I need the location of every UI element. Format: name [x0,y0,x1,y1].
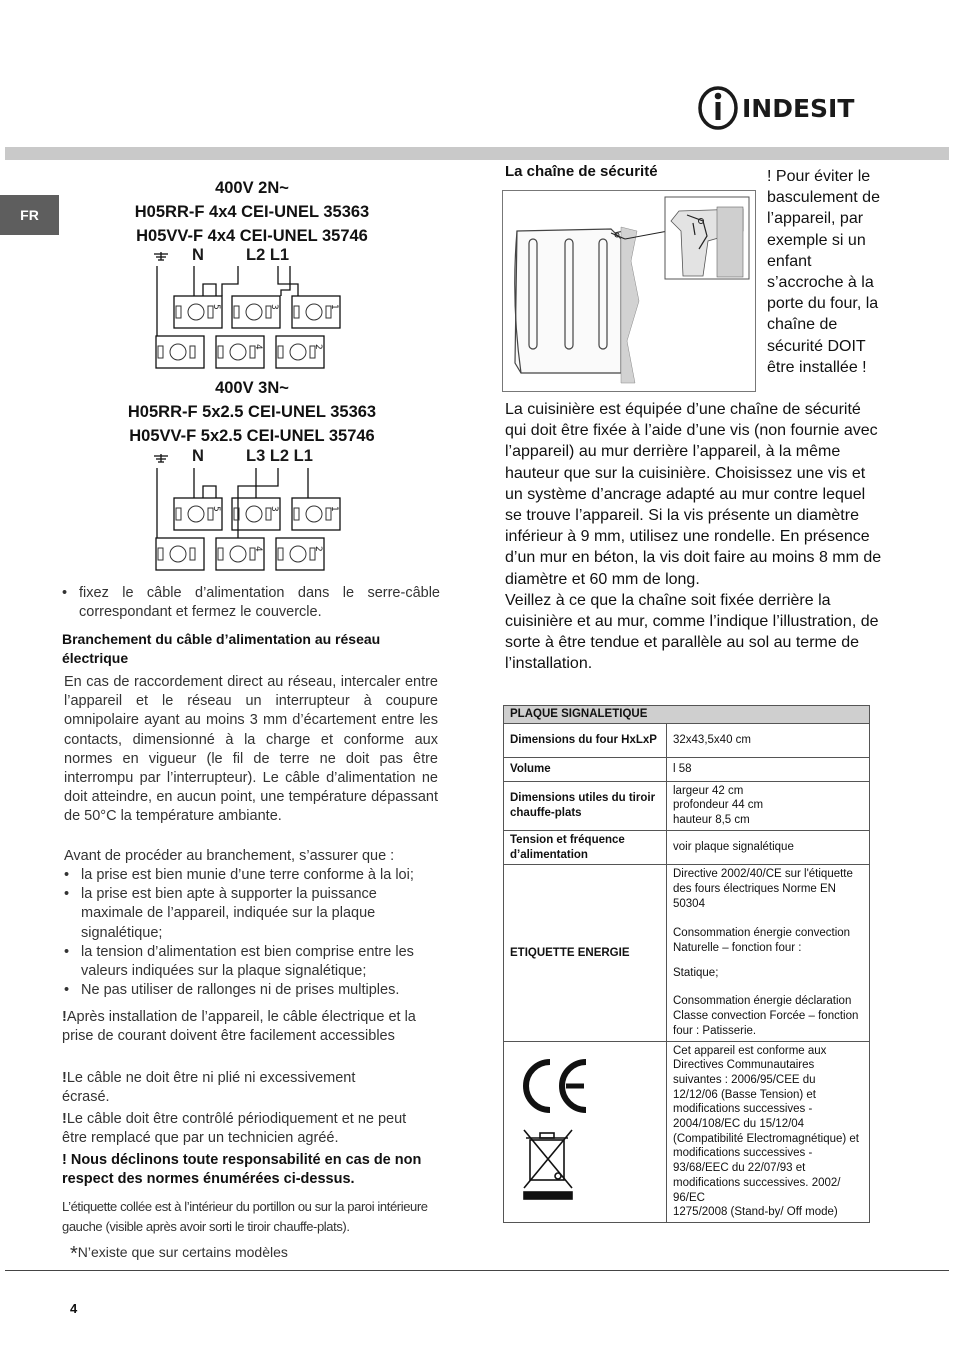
warning-1: !Après installation de l’appareil, le câble électrique et la prise de courant doivent être facilement accessibles [62,1009,416,1045]
chain-instructions [505,399,885,675]
safety-chain-illustration [502,190,756,392]
safety-warning: ! Pour éviter le basculement de l’appareil, par exemple si un enfant s’accroche à la porte du four, la chaîne de sécurité DOIT être installée ! [767,168,880,376]
svg-text:4: 4 [253,546,263,552]
wiring-title-1 [82,176,422,248]
table-row: Volume l 58 [504,757,870,781]
section-heading: Branchement du câble d’alimentation au réseau électrique [62,631,381,667]
svg-text:5: 5 [211,304,221,310]
indesit-logo [697,84,872,132]
checklist-intro: Avant de procéder au branchement, s’assurer que : [64,848,395,864]
rating-plate-table [503,705,870,1223]
list-item: • la prise est bien apte à supporter la puissance maximale de l’appareil, indiquée sur la plaque signalétique; [64,886,377,941]
svg-text:3: 3 [269,304,279,310]
wiring-title-2 [82,376,422,448]
language-tab: FR [0,195,59,235]
voltage-label: 400V 3N~ [215,379,289,397]
table-row: ETIQUETTE ENERGIE Directive 2002/40/CE sur l'étiquette des fours électriques Norme EN 50304 Consommation énergie convection Naturelle – fonction four : Statique; Consommation énergie déclaration Classe convection Forcée – fonction four : Patisserie. [504,865,870,1041]
checklist [64,866,438,1000]
page-number: 4 [70,1301,78,1316]
chain-paragraph-1: La cuisinière est équipée d’une chaîne de sécurité qui doit être fixée à l’aide d’une vis (non fournie avec l’appareil) au mur derrière l’appareil, à la même hauteur que sur la cuisinière. Choisissez une vis et un système d’ancrage adapté au mur contre lequel se trouve l’appareil. Si la vis présente un diamètre inférieur à 9 mm, utilisez une rondelle. En présence d’un mur en béton, la vis doit faire au moins 8 mm de diamètre et 60 mm de long. [505,401,882,588]
terminal-label-n: N [192,246,204,264]
weee-bin-icon [524,1130,572,1199]
svg-text:4: 4 [253,344,263,350]
svg-text:2: 2 [313,344,323,350]
terminal-label-n: N [192,447,204,465]
ce-mark-icon [526,1062,586,1110]
table-row: Cet appareil est conforme aux Directives Communautaires suivantes : 2006/95/CEE du 12/12/06 (Basse Tension) et modifications successives - 2004/108/EC du 15/12/04 (Compatibilité Electromagnétique) et modifications successives - 93/68/EEC du 22/07/93 et modifications successives. 2002/ 96/EC 1275/2008 (Stand-by/ Off mode) [504,1041,870,1222]
table-row: Tension et fréquence d’alimentation voir plaque signalétique [504,830,870,864]
voltage-label: 400V 2N~ [215,179,289,197]
label-note: L’étiquette collée est à l’intérieur du portillon ou sur la paroi intérieure gauche (visible après avoir sorti le tiroir chauffe-plats). [62,1199,428,1234]
cable-spec: H05RR-F 4x4 CEI-UNEL 35363 [134,203,370,221]
svg-text:1: 1 [329,506,339,512]
top-bar [5,147,949,160]
chain-title: La chaîne de sécurité [505,163,658,180]
cable-spec: H05RR-F 5x2.5 CEI-UNEL 35363 [127,403,377,421]
list-item: • la tension d’alimentation est bien comprise entre les valeurs indiquées sur la plaque signalétique; [64,943,414,980]
svg-text:1: 1 [329,304,339,310]
terminal-label-phases: L2 L1 [246,246,290,264]
table-header: PLAQUE SIGNALETIQUE [504,706,870,724]
bottom-rule [5,1270,949,1271]
disclaimer: ! Nous déclinons toute responsabilité en cas de non respect des normes énumérées ci-dessus. [62,1152,422,1188]
terminal-label-phases: L3 L2 L1 [246,447,313,465]
chain-paragraph-2: Veillez à ce que la chaîne soit fixée derrière la cuisinière et au mur, comme l’indique l’illustration, de sorte à être tendue et parallèle au sol au terme de l’installation. [505,591,879,673]
warning-2: !Le câble ne doit être ni plié ni excessivement écrasé. [62,1070,356,1106]
connection-paragraph: En cas de raccordement direct au réseau, intercaler entre l’appareil et le réseau un interrupteur à coupure omnipolaire ayant au moins 3 mm d’écartement entre les contacts, dimensionné à la charge et conforme aux normes en vigueur (le fil de terre ne doit pas être interrompu par l’interrupteur). Le câble d’alimentation ne doit atteindre, en aucun point, une température dépassant de 50°C la température ambiante. [64,674,438,825]
table-row: Dimensions utiles du tiroir chauffe-plats largeur 42 cm profondeur 44 cm hauteur 8,5 cm [504,781,870,830]
cable-spec: H05VV-F 5x2.5 CEI-UNEL 35746 [129,427,375,445]
svg-text:3: 3 [269,506,279,512]
ce-weee-marks [510,1054,590,1204]
list-item: • la prise est bien munie d’une terre conforme à la loi; [64,867,414,883]
cable-instruction: • fixez le câble d’alimentation dans le serre-câble correspondant et fermez le couvercle. [62,585,440,621]
table-row: Dimensions du four HxLxP 32x43,5x40 cm [504,723,870,757]
svg-text:5: 5 [211,506,221,512]
warning-3: !Le câble doit être contrôlé périodiquement et ne peut être remplacé que par un technicien agréé. [62,1111,407,1147]
svg-text:2: 2 [313,546,323,552]
list-item: • Ne pas utiliser de rallonges ni de prises multiples. [64,982,400,999]
compliance-marks [504,1041,667,1222]
footnote: *N’existe que sur certains modèles [70,1243,288,1265]
cable-spec: H05VV-F 4x4 CEI-UNEL 35746 [136,227,368,245]
brand-name: INDESIT [742,94,855,123]
